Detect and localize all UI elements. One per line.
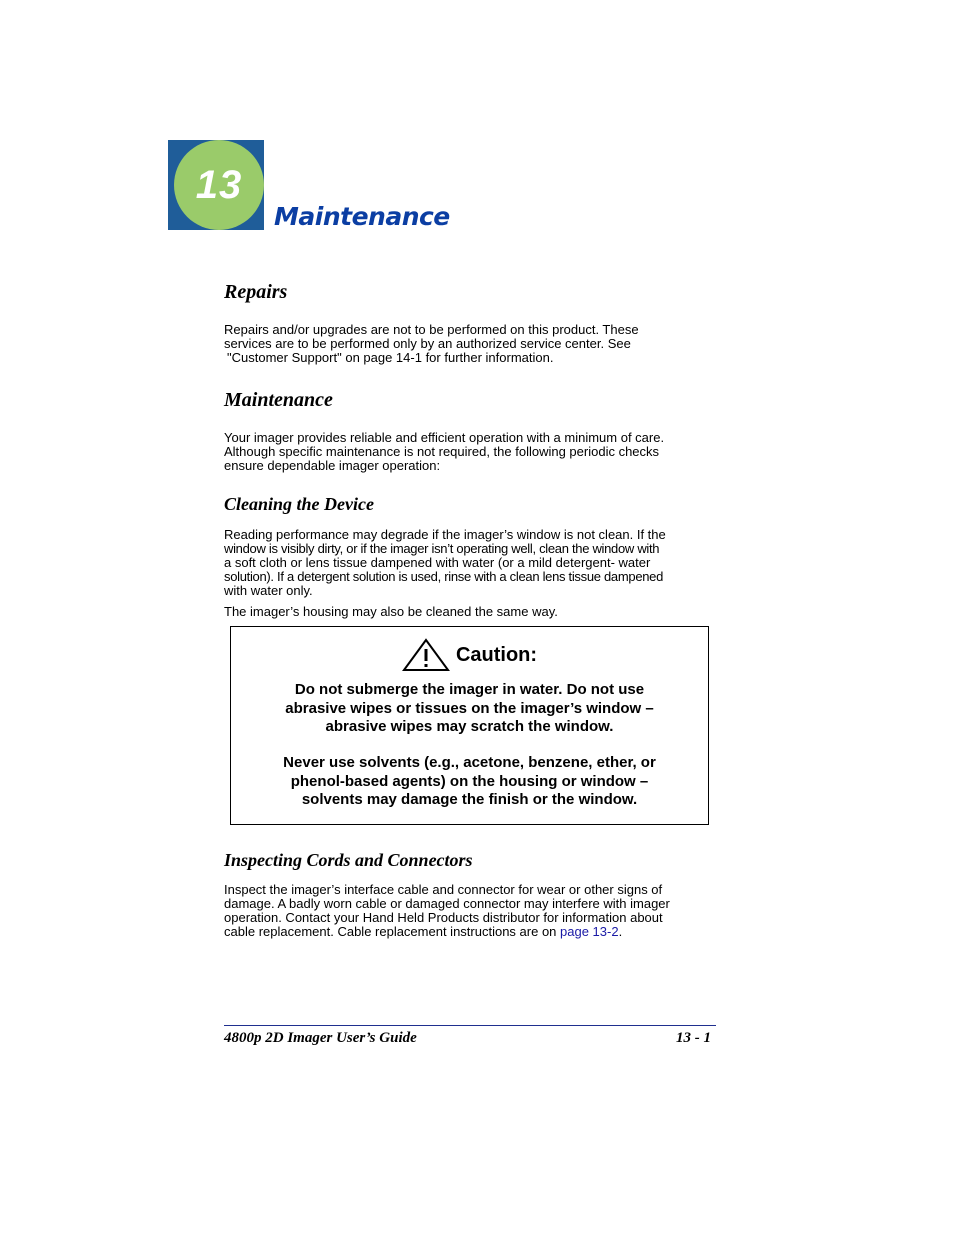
warning-triangle-icon: [402, 638, 450, 672]
inspecting-line-4-text: cable replacement. Cable replacement instructions are on: [224, 924, 561, 939]
caution-p2-line-1: Never use solvents (e.g., acetone, benzene, ether, or: [283, 754, 656, 771]
chapter-badge: [168, 140, 264, 230]
repairs-paragraph: [224, 323, 719, 365]
caution-paragraph-1: [251, 681, 688, 737]
chapter-number: 13: [195, 162, 243, 207]
cleaning-line-4: solution). If a detergent solution is used, rinse with a clean lens tissue dampened: [224, 569, 664, 584]
cleaning-heading: Cleaning the Device: [224, 494, 374, 514]
maintenance-line-2: Although specific maintenance is not required, the following periodic checks: [224, 444, 660, 459]
maintenance-line-3: ensure dependable imager operation:: [224, 458, 441, 473]
cleaning-line-1: Reading performance may degrade if the imager’s window is not clean. If the: [224, 527, 666, 542]
repairs-heading: Repairs: [224, 281, 288, 303]
inspecting-line-4-end: .: [618, 924, 623, 939]
cleaning-paragraph: [224, 528, 719, 598]
page-13-2-link[interactable]: page 13-2: [560, 924, 619, 939]
maintenance-heading: Maintenance: [224, 389, 333, 411]
cleaning-line-3: a soft cloth or lens tissue dampened with water (or a mild detergent- water: [224, 555, 651, 570]
caution-p1-line-1: Do not submerge the imager in water. Do not use: [294, 681, 645, 698]
repairs-line-1: Repairs and/or upgrades are not to be performed on this product. These: [224, 322, 639, 337]
caution-p1-line-3: abrasive wipes may scratch the window.: [325, 718, 614, 735]
cleaning-line-2: window is visibly dirty, or if the imager isn’t operating well, clean the window with: [224, 541, 660, 556]
inspecting-line-3: operation. Contact your Hand Held Products distributor for information about: [224, 910, 663, 925]
caution-paragraph-2: [251, 754, 688, 810]
caution-box: [230, 626, 709, 825]
maintenance-line-1: Your imager provides reliable and efficient operation with a minimum of care.: [224, 430, 665, 445]
repairs-line-3: "Customer Support" on page 14-1 for further information.: [227, 350, 554, 365]
caution-label: Caution:: [455, 643, 538, 666]
inspecting-paragraph: [224, 883, 719, 939]
caution-p2-line-3: solvents may damage the finish or the window.: [301, 791, 638, 808]
caution-p2-line-2: phenol-based agents) on the housing or window –: [290, 772, 649, 790]
footer-rule: [224, 1025, 716, 1026]
footer-guide-title: 4800p 2D Imager User’s Guide: [224, 1030, 417, 1046]
cleaning-line-5: with water only.: [224, 583, 313, 598]
maintenance-paragraph: [224, 431, 719, 473]
repairs-line-2: services are to be performed only by an authorized service center. See: [224, 336, 631, 351]
inspecting-line-1: Inspect the imager’s interface cable and connector for wear or other signs of: [224, 882, 663, 897]
inspecting-heading: Inspecting Cords and Connectors: [224, 850, 473, 870]
chapter-title: Maintenance: [274, 202, 450, 231]
inspecting-line-4: [224, 925, 719, 939]
inspecting-line-2: damage. A badly worn cable or damaged connector may interfere with imager: [224, 896, 670, 911]
caution-header: [231, 637, 708, 673]
caution-p1-line-2: abrasive wipes or tissues on the imager’s window –: [285, 699, 654, 717]
footer-page-number: 13 - 1: [676, 1030, 711, 1046]
housing-paragraph: The imager’s housing may also be cleaned the same way.: [224, 604, 558, 619]
